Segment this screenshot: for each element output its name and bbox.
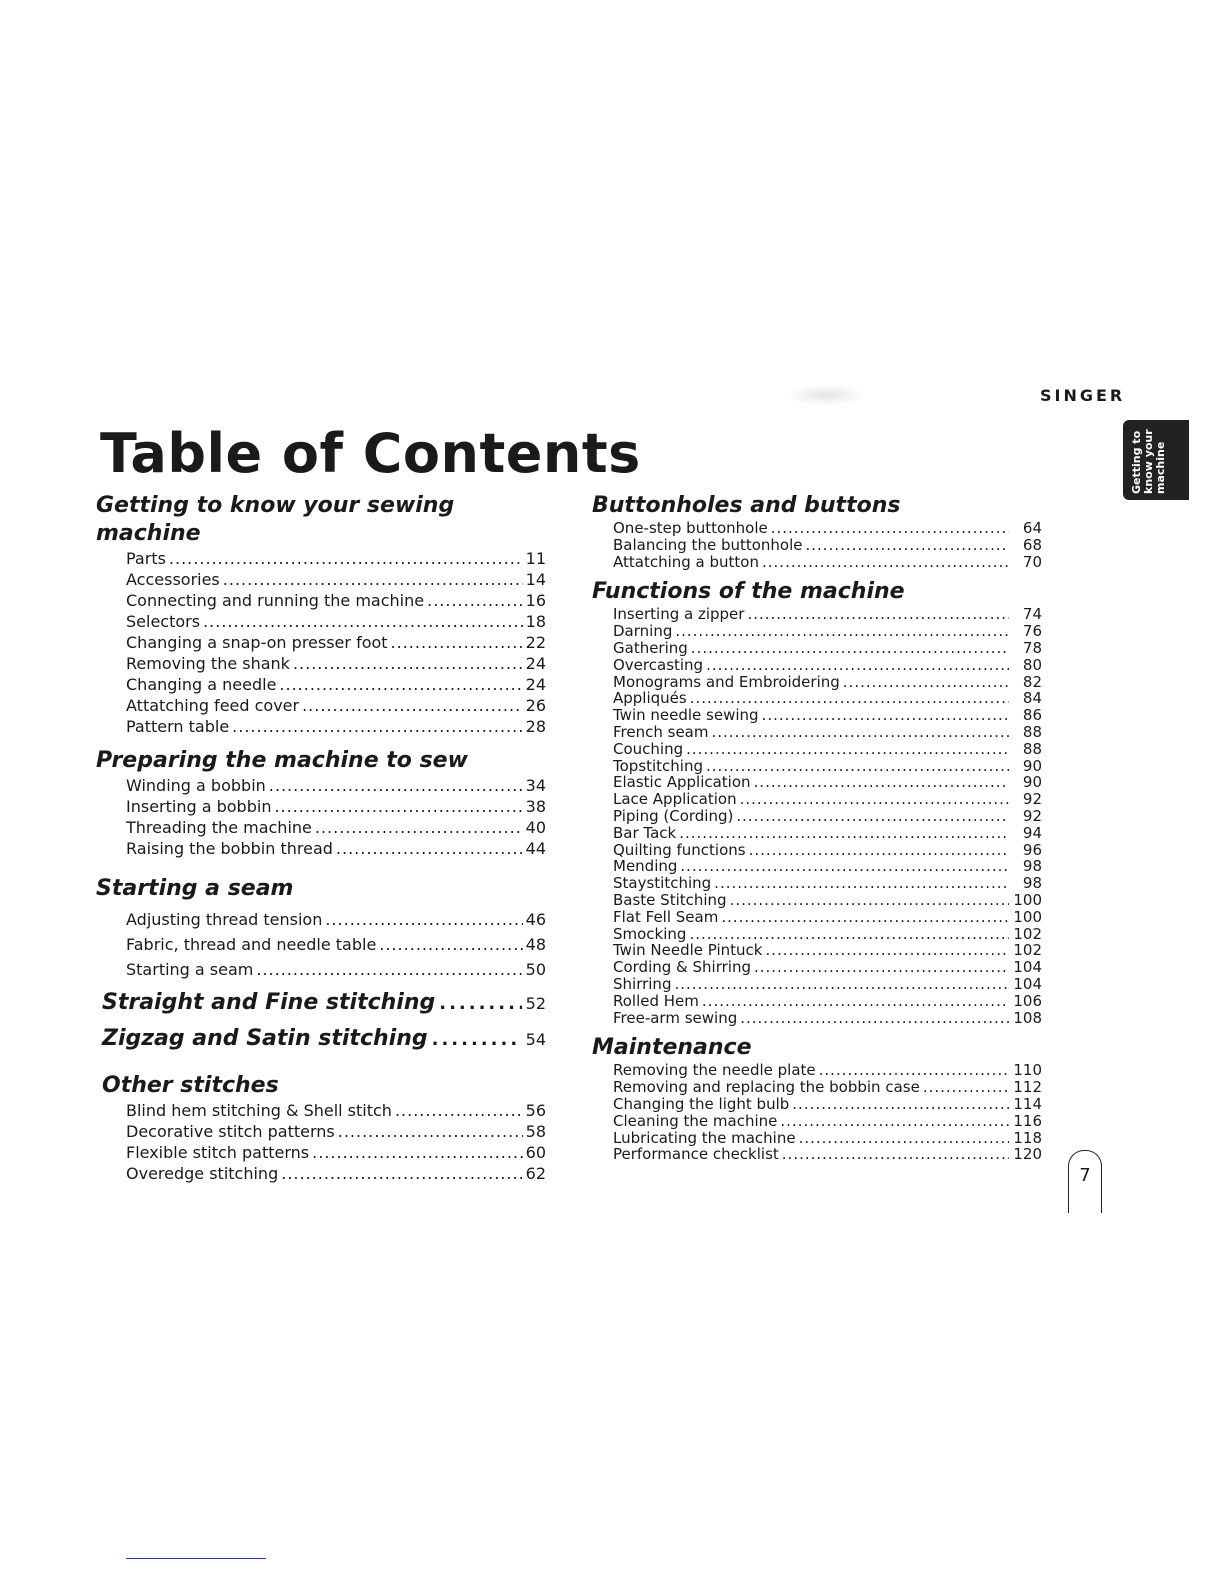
section-entries [592, 520, 1042, 570]
entry-label: Attatching feed cover [126, 696, 300, 715]
dot-leader [711, 724, 1009, 741]
entry-label: Straight and Fine stitching [102, 990, 436, 1015]
dot-leader [806, 537, 1010, 554]
entry-label: Inserting a bobbin [126, 797, 272, 816]
entry-page: 100 [1013, 907, 1042, 926]
entry-label: Starting a seam [126, 960, 254, 979]
entry-label: Baste Stitching [613, 890, 727, 909]
entry-page: 62 [525, 1164, 546, 1183]
entry-page: 96 [1022, 840, 1042, 859]
toc-major-entry[interactable] [102, 990, 546, 1026]
entry-page: 76 [1022, 622, 1042, 641]
entry-label: Performance checklist [613, 1145, 779, 1164]
entry-label: Free-arm sewing [613, 1008, 738, 1027]
toc-section [592, 492, 1042, 570]
toc-entry[interactable] [613, 909, 1042, 926]
section-heading: Buttonholes and buttons [592, 493, 901, 518]
entry-page: 46 [525, 910, 546, 929]
entry-page: 40 [525, 818, 546, 837]
toc-entry[interactable] [613, 1096, 1042, 1113]
entry-label: Staystitching [613, 874, 712, 893]
dot-leader [315, 817, 523, 838]
entry-label: Zigzag and Satin stitching [102, 1026, 428, 1051]
dot-leader [690, 690, 1009, 707]
entry-page: 110 [1013, 1061, 1042, 1080]
dot-leader [691, 640, 1009, 657]
dot-leader [279, 674, 522, 695]
dot-leader [439, 993, 521, 1014]
toc-entry[interactable] [613, 623, 1042, 640]
toc-entry[interactable] [613, 690, 1042, 707]
dot-leader [740, 1010, 1009, 1027]
entry-page: 78 [1022, 638, 1042, 657]
toc-entry[interactable] [613, 724, 1042, 741]
dot-leader [432, 1029, 522, 1050]
toc-entry[interactable] [126, 695, 546, 716]
entry-label: Mending [613, 857, 678, 876]
toc-entry[interactable] [613, 537, 1042, 554]
section-heading: Starting a seam [96, 876, 294, 901]
dot-leader [771, 520, 1009, 537]
toc-entry[interactable] [126, 932, 546, 957]
dot-leader [762, 707, 1009, 724]
entry-label: Changing a snap-on presser foot [126, 633, 388, 652]
entry-label: Shirring [613, 974, 672, 993]
entry-label: Quilting functions [613, 840, 746, 859]
page-number-tab [1068, 1150, 1102, 1213]
entry-label: Cording & Shirring [613, 958, 751, 977]
dot-leader [792, 1096, 1009, 1113]
section-heading: Other stitches [102, 1073, 279, 1098]
section-heading: Functions of the machine [592, 579, 905, 605]
toc-entry[interactable] [126, 775, 546, 796]
entry-label: Changing the light bulb [613, 1094, 790, 1113]
entry-label: Twin Needle Pintuck [613, 941, 763, 960]
entry-label: Selectors [126, 612, 201, 631]
chapter-side-tab[interactable] [1123, 420, 1189, 500]
toc-entry[interactable] [126, 632, 546, 653]
entry-page: 24 [525, 654, 546, 673]
entry-label: Removing the shank [126, 654, 290, 673]
section-entries [96, 548, 546, 737]
scan-smudge [785, 384, 865, 406]
dot-leader [730, 892, 1009, 909]
dot-leader [689, 926, 1009, 943]
entry-page: 38 [525, 797, 546, 816]
entry-page: 90 [1022, 756, 1042, 775]
toc-entry[interactable] [613, 976, 1042, 993]
entry-label: Smocking [613, 924, 687, 943]
dot-leader [843, 674, 1009, 691]
entry-label: Parts [126, 549, 166, 568]
dot-leader [706, 657, 1009, 674]
entry-page: 80 [1022, 655, 1042, 674]
toc-entry[interactable] [613, 758, 1042, 775]
toc-entry[interactable] [613, 926, 1042, 943]
entry-label: French seam [613, 722, 709, 741]
toc-major-entry[interactable] [102, 1026, 546, 1062]
dot-leader [819, 1062, 1009, 1079]
toc-entry[interactable] [613, 657, 1042, 674]
dot-leader [736, 808, 1009, 825]
toc-entry[interactable] [613, 1010, 1042, 1027]
entry-label: Appliqués [613, 689, 687, 708]
entry-label: Pattern table [126, 717, 230, 736]
entry-label: Winding a bobbin [126, 776, 266, 795]
toc-entry[interactable] [126, 1100, 546, 1121]
toc-entry[interactable] [613, 892, 1042, 909]
section-heading: Maintenance [592, 1035, 752, 1061]
footer-rule [126, 1558, 266, 1559]
toc-entry[interactable] [613, 774, 1042, 791]
toc-section [96, 492, 546, 737]
section-entries [96, 907, 546, 982]
entry-label: Accessories [126, 570, 220, 589]
dot-leader [754, 959, 1009, 976]
entry-label: Overcasting [613, 655, 704, 674]
dot-leader [169, 548, 523, 569]
entry-page: 98 [1022, 857, 1042, 876]
entry-page: 74 [1022, 605, 1042, 624]
dot-leader [256, 957, 522, 982]
dot-leader [714, 875, 1009, 892]
entry-page: 104 [1013, 974, 1042, 993]
entry-label: Monograms and Embroidering [613, 672, 840, 691]
toc-entry[interactable] [126, 611, 546, 632]
entry-label: Fabric, thread and needle table [126, 935, 377, 954]
dot-leader [269, 775, 523, 796]
entry-label: Balancing the buttonhole [613, 535, 803, 554]
entry-page: 92 [1022, 806, 1042, 825]
toc-right-column [592, 492, 1042, 1163]
toc-entry[interactable] [613, 1079, 1042, 1096]
entry-page: 92 [1022, 790, 1042, 809]
dot-leader [782, 1146, 1009, 1163]
dot-leader [325, 907, 522, 932]
toc-entry[interactable] [126, 548, 546, 569]
toc-entry[interactable] [126, 1163, 546, 1184]
entry-page: 64 [1022, 519, 1042, 537]
entry-page: 100 [1013, 890, 1042, 909]
entry-page: 58 [525, 1122, 546, 1141]
dot-leader [281, 1163, 522, 1184]
toc-entry[interactable] [613, 1130, 1042, 1147]
entry-page: 106 [1013, 991, 1042, 1010]
toc-entry[interactable] [126, 1142, 546, 1163]
toc-entry[interactable] [613, 606, 1042, 623]
entry-page: 52 [525, 994, 546, 1013]
dot-leader [379, 932, 522, 957]
toc-entry[interactable] [126, 653, 546, 674]
side-tab-label: Getting to know your machine [1130, 429, 1167, 494]
page-title: Table of Contents [100, 422, 641, 485]
dot-leader [312, 1142, 523, 1163]
brand-logo: SINGER [1040, 386, 1126, 405]
dot-leader [679, 825, 1009, 842]
toc-entry[interactable] [613, 858, 1042, 875]
toc-entry[interactable] [126, 817, 546, 838]
entry-label: Blind hem stitching & Shell stitch [126, 1101, 392, 1120]
entry-label: Cleaning the machine [613, 1111, 778, 1130]
toc-entry[interactable] [126, 1121, 546, 1142]
dot-leader [765, 942, 1009, 959]
dot-leader [702, 993, 1009, 1010]
toc-section [96, 747, 546, 859]
entry-page: 84 [1022, 689, 1042, 708]
entry-page: 90 [1022, 773, 1042, 792]
toc-entry[interactable] [613, 808, 1042, 825]
section-entries [96, 1100, 546, 1184]
dot-leader [427, 590, 523, 611]
entry-page: 68 [1022, 535, 1042, 554]
entry-page: 34 [525, 776, 546, 795]
dot-leader [740, 791, 1009, 808]
entry-label: Elastic Application [613, 773, 751, 792]
entry-label: Piping (Cording) [613, 806, 734, 825]
dot-leader [706, 758, 1009, 775]
entry-page: 18 [525, 612, 546, 631]
dot-leader [223, 569, 523, 590]
entry-label: Gathering [613, 638, 688, 657]
entry-label: Lubricating the machine [613, 1128, 796, 1147]
entry-label: Changing a needle [126, 675, 277, 694]
section-heading: Getting to know your sewing machine [96, 493, 455, 546]
entry-label: Inserting a zipper [613, 605, 745, 624]
entry-page: 82 [1022, 672, 1042, 691]
toc-entry[interactable] [126, 716, 546, 737]
toc-entry[interactable] [613, 640, 1042, 657]
dot-leader [923, 1079, 1009, 1096]
section-heading: Preparing the machine to sew [96, 748, 468, 773]
entry-page: 28 [525, 717, 546, 736]
toc-entry[interactable] [613, 674, 1042, 691]
entry-page: 14 [525, 570, 546, 589]
entry-page: 70 [1022, 552, 1042, 571]
page-number: 7 [1079, 1165, 1091, 1186]
toc-entry[interactable] [613, 1062, 1042, 1079]
section-entries [96, 775, 546, 859]
entry-page: 98 [1022, 874, 1042, 893]
entry-page: 22 [525, 633, 546, 652]
entry-page: 86 [1022, 706, 1042, 725]
entry-page: 44 [525, 839, 546, 858]
entry-label: Lace Application [613, 790, 737, 809]
toc-entry[interactable] [613, 791, 1042, 808]
toc-entry[interactable] [613, 993, 1042, 1010]
dot-leader [232, 716, 522, 737]
entry-label: Attatching a button [613, 552, 759, 571]
toc-entry[interactable] [613, 741, 1042, 758]
entry-label: Topstitching [613, 756, 704, 775]
entry-page: 104 [1013, 958, 1042, 977]
entry-page: 88 [1022, 722, 1042, 741]
entry-label: Bar Tack [613, 823, 677, 842]
toc-entry[interactable] [126, 957, 546, 982]
dot-leader [203, 611, 523, 632]
toc-section [592, 1034, 1042, 1163]
toc-entry[interactable] [613, 842, 1042, 859]
entry-page: 54 [525, 1030, 546, 1049]
dot-leader [780, 1113, 1009, 1130]
toc-entry[interactable] [126, 838, 546, 859]
entry-label: Rolled Hem [613, 991, 699, 1010]
toc-entry[interactable] [126, 796, 546, 817]
dot-leader [762, 554, 1009, 571]
section-entries [592, 1062, 1042, 1163]
entry-label: Twin needle sewing [613, 706, 759, 725]
entry-page: 102 [1013, 924, 1042, 943]
entry-label: Flexible stitch patterns [126, 1143, 310, 1162]
toc-left-column [96, 492, 546, 1184]
section-entries [592, 606, 1042, 1026]
entry-page: 48 [525, 935, 546, 954]
entry-page: 108 [1013, 1008, 1042, 1027]
toc-entry[interactable] [126, 674, 546, 695]
entry-page: 118 [1013, 1128, 1042, 1147]
toc-entry[interactable] [613, 1113, 1042, 1130]
entry-label: Overedge stitching [126, 1164, 279, 1183]
dot-leader [749, 842, 1009, 859]
entry-page: 26 [525, 696, 546, 715]
toc-section [96, 875, 546, 982]
dot-leader [395, 1100, 523, 1121]
dot-leader [391, 632, 523, 653]
entry-page: 120 [1013, 1145, 1042, 1164]
toc-entry[interactable] [613, 554, 1042, 571]
entry-label: Threading the machine [126, 818, 312, 837]
dot-leader [799, 1130, 1009, 1147]
dot-leader [721, 909, 1009, 926]
entry-page: 50 [525, 960, 546, 979]
entry-label: Darning [613, 622, 673, 641]
entry-label: Removing and replacing the bobbin case [613, 1078, 920, 1097]
entry-page: 60 [525, 1143, 546, 1162]
toc-entry[interactable] [613, 1146, 1042, 1163]
entry-page: 11 [525, 549, 546, 568]
dot-leader [675, 623, 1009, 640]
toc-entry[interactable] [613, 959, 1042, 976]
dot-leader [302, 695, 523, 716]
entry-page: 116 [1013, 1111, 1042, 1130]
entry-label: Removing the needle plate [613, 1061, 816, 1080]
dot-leader [747, 606, 1009, 623]
toc-entry[interactable] [613, 520, 1042, 537]
dot-leader [674, 976, 1009, 993]
dot-leader [338, 1121, 523, 1142]
toc-entry[interactable] [126, 907, 546, 932]
toc-entry[interactable] [126, 569, 546, 590]
dot-leader [336, 838, 523, 859]
entry-label: Couching [613, 739, 684, 758]
entry-page: 56 [525, 1101, 546, 1120]
dot-leader [754, 774, 1009, 791]
toc-section [592, 578, 1042, 1026]
entry-label: Connecting and running the machine [126, 591, 425, 610]
toc-entry[interactable] [613, 825, 1042, 842]
entry-label: Raising the bobbin thread [126, 839, 333, 858]
toc-entry[interactable] [613, 707, 1042, 724]
entry-page: 88 [1022, 739, 1042, 758]
toc-entry[interactable] [613, 875, 1042, 892]
entry-label: Decorative stitch patterns [126, 1122, 335, 1141]
entry-page: 112 [1013, 1078, 1042, 1097]
entry-page: 114 [1013, 1094, 1042, 1113]
toc-entry[interactable] [613, 942, 1042, 959]
toc-section [96, 1072, 546, 1184]
entry-page: 102 [1013, 941, 1042, 960]
entry-label: Flat Fell Seam [613, 907, 719, 926]
entry-page: 16 [525, 591, 546, 610]
dot-leader [680, 858, 1009, 875]
entry-label: One-step buttonhole [613, 519, 768, 537]
dot-leader [274, 796, 522, 817]
entry-page: 24 [525, 675, 546, 694]
dot-leader [293, 653, 523, 674]
entry-page: 94 [1022, 823, 1042, 842]
toc-entry[interactable] [126, 590, 546, 611]
entry-label: Adjusting thread tension [126, 910, 323, 929]
dot-leader [686, 741, 1009, 758]
